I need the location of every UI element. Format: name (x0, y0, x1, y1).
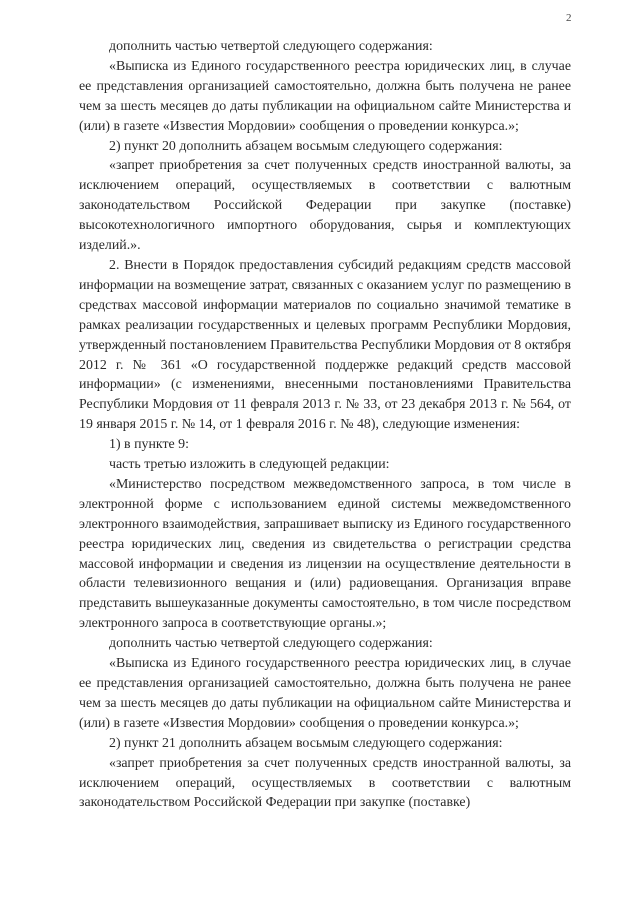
paragraph: часть третью изложить в следующей редакции: (109, 457, 390, 473)
paragraph: дополнить частью четвертой следующего содержания: (109, 636, 433, 652)
paragraph: «запрет приобретения за счет полученных средств иностранной валюты, за исключением операций, осуществляемых в соответствии с валютным законодательством Российской Федерации при закупке (поставке) (79, 755, 571, 811)
paragraph: 1) в пункте 9: (109, 437, 189, 453)
page-number: 2 (566, 12, 572, 24)
document-body (79, 37, 571, 813)
paragraph: «Выписка из Единого государственного реестра юридических лиц, в случае ее представления организацией самостоятельно, должна быть получена не ранее чем за шесть месяцев до даты публикации на официальном сайте Министерства и (или) в газете «Известия Мордовии» сообщения о проведении конкурса.»; (79, 656, 571, 731)
paragraph: 2) пункт 21 дополнить абзацем восьмым следующего содержания: (109, 735, 503, 751)
paragraph: «запрет приобретения за счет полученных средств иностранной валюты, за исключением операций, осуществляемых в соответствии с валютным законодательством Российской Федерации при закупке (поставке) высокотехнологичного импортного оборудования, сырья и комплектующих изделий.». (79, 158, 571, 254)
paragraph: дополнить частью четвертой следующего содержания: (109, 39, 433, 54)
paragraph: 2) пункт 20 дополнить абзацем восьмым следующего содержания: (109, 138, 503, 154)
paragraph: 2. Внести в Порядок предоставления субсидий редакциям средств массовой информации на возмещение затрат, связанных с оказанием услуг по размещению в средствах массовой информации материалов по социально значимой тематике в рамках реализации государственных и целевых программ Республики Мордовия, утвержденный постановлением Правительства Республики Мордовия от 8 октября 2012 г. № 361 «О государственной поддержке редакций средств массовой информации» (с изменениями, внесенными постановлениями Правительства Республики Мордовия от 11 февраля 2013 г. № 33, от 23 декабря 2013 г. № 564, от 19 января 2015 г. № 14, от 1 февраля 2016 г. № 48), следующие изменения: (79, 257, 571, 433)
paragraph: «Выписка из Единого государственного реестра юридических лиц, в случае ее представления организацией самостоятельно, должна быть получена не ранее чем за шесть месяцев до даты публикации на официальном сайте Министерства и (или) в газете «Известия Мордовии» сообщения о проведении конкурса.»; (79, 58, 571, 134)
paragraph: «Министерство посредством межведомственного запроса, в том числе в электронной форме с использованием единой системы межведомственного электронного взаимодействия, запрашивает выписку из Единого государственного реестра юридических лиц, сведения из свидетельства о регистрации средства массовой информации и сведения из лицензии на осуществление деятельности в области телевизионного вещания и (или) радиовещания. Организация вправе представить вышеуказанные документы самостоятельно, в том числе посредством электронного запроса в соответствующие органы.»; (79, 476, 571, 632)
